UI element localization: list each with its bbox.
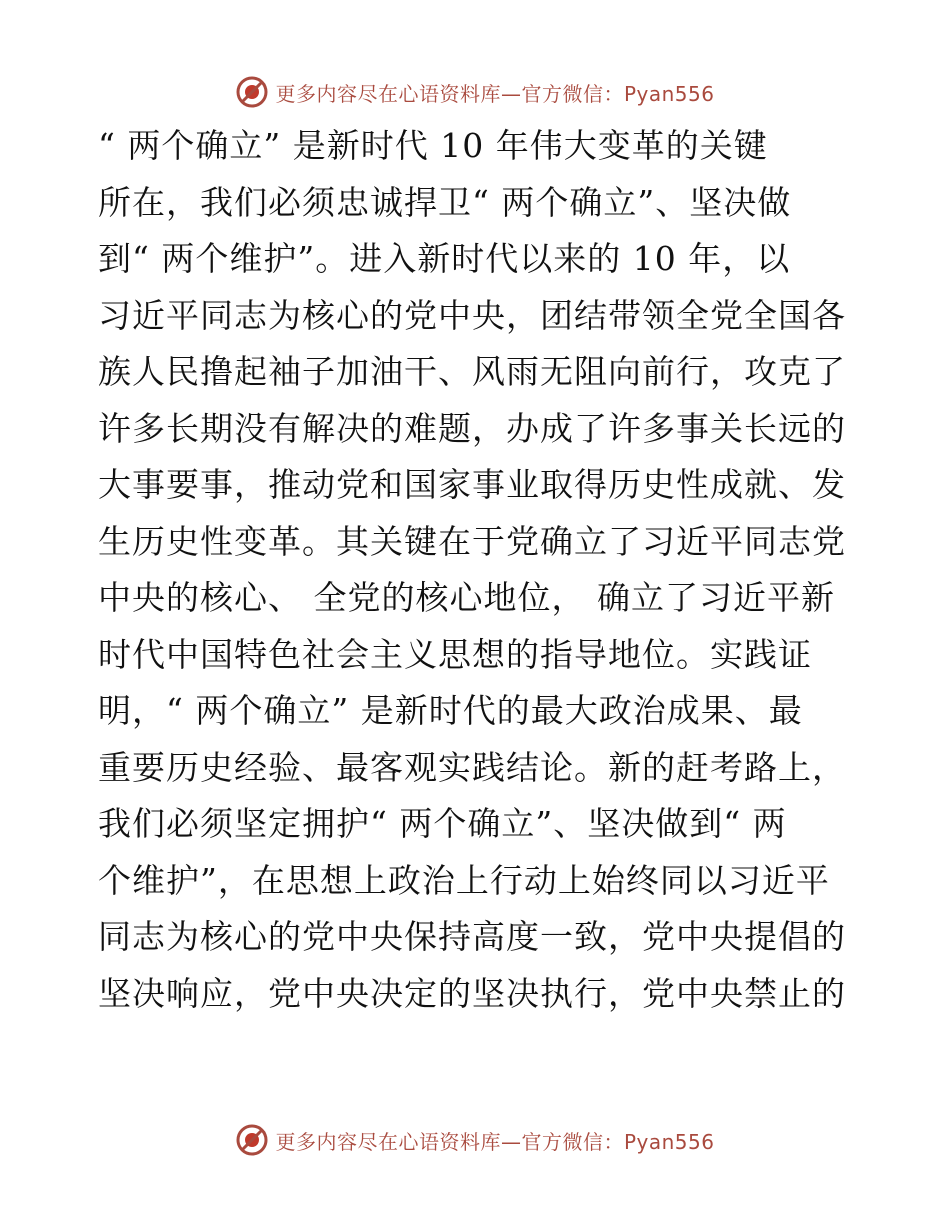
text-line: 同志为核心的党中央保持高度一致，党中央提倡的 xyxy=(98,917,846,956)
text-line: “ 两个确立” 是新时代 10 年伟大变革的关键 xyxy=(98,126,768,165)
text-line: 明，“ 两个确立” 是新时代的最大政治成果、最 xyxy=(98,691,803,730)
footer-banner xyxy=(0,1118,950,1162)
text-line: 中央的核心、 全党的核心地位， 确立了习近平新 xyxy=(98,578,835,617)
text-line: 我们必须坚定拥护“ 两个确立”、坚决做到“ 两 xyxy=(98,804,787,843)
text-line: 大事要事，推动党和国家事业取得历史性成就、发 xyxy=(98,465,846,504)
text-line: 重要历史经验、最客观实践结论。新的赶考路上， xyxy=(98,747,846,787)
logo-icon xyxy=(235,75,269,109)
header-banner-text: 更多内容尽在心语资料库—官方微信：Pyan556 xyxy=(275,81,715,106)
text-line: 许多长期没有解决的难题，办成了许多事关长远的 xyxy=(98,408,846,448)
footer-banner-text: 更多内容尽在心语资料库—官方微信：Pyan556 xyxy=(275,1129,715,1154)
body-text xyxy=(98,118,858,1022)
text-line: 时代中国特色社会主义思想的指导地位。实践证 xyxy=(98,634,812,674)
text-line: 所在，我们必须忠诚捍卫“ 两个确立”、坚决做 xyxy=(98,182,792,222)
text-line: 习近平同志为核心的党中央，团结带领全党全国各 xyxy=(98,295,846,335)
header-banner xyxy=(0,70,950,114)
text-line: 个维护”，在思想上政治上行动上始终同以习近平 xyxy=(98,860,830,900)
text-line: 坚决响应，党中央决定的坚决执行，党中央禁止的 xyxy=(98,973,846,1013)
text-line: 生历史性变革。其关键在于党确立了习近平同志党 xyxy=(98,521,846,561)
logo-icon xyxy=(235,1123,269,1157)
text-line: 族人民撸起袖子加油干、风雨无阻向前行，攻克了 xyxy=(98,352,846,391)
text-line: 到“ 两个维护”。进入新时代以来的 10 年，以 xyxy=(98,239,791,278)
